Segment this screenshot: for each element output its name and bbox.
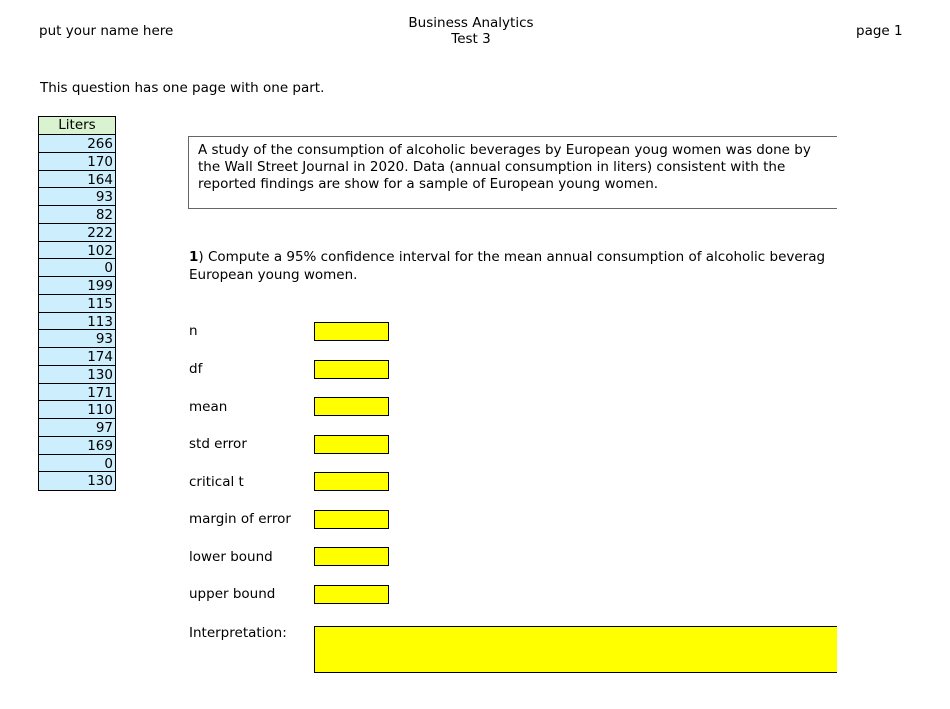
answer-n-input[interactable] bbox=[314, 322, 389, 341]
label-mean: mean bbox=[189, 399, 228, 415]
table-cell[interactable]: 93 bbox=[39, 188, 115, 206]
test-title: Test 3 bbox=[451, 31, 491, 47]
table-cell[interactable]: 222 bbox=[39, 224, 115, 242]
table-cell[interactable]: 115 bbox=[39, 295, 115, 313]
label-std-error: std error bbox=[189, 436, 247, 452]
label-df: df bbox=[189, 361, 203, 377]
answer-upper-bound-input[interactable] bbox=[314, 585, 389, 604]
table-cell[interactable]: 170 bbox=[39, 153, 115, 171]
interpretation-input[interactable] bbox=[314, 626, 837, 673]
answer-margin-of-error-input[interactable] bbox=[314, 510, 389, 529]
name-field[interactable]: put your name here bbox=[39, 23, 174, 39]
table-cell[interactable]: 199 bbox=[39, 277, 115, 295]
table-cell[interactable]: 110 bbox=[39, 401, 115, 419]
question-text-line1: ) Compute a 95% confidence interval for the mean annual consumption of alcoholic beverag bbox=[198, 249, 826, 265]
answer-mean-input[interactable] bbox=[314, 397, 389, 416]
label-lower-bound: lower bound bbox=[189, 549, 273, 565]
document-title bbox=[371, 15, 571, 47]
label-interpretation: Interpretation: bbox=[189, 625, 287, 641]
table-cell[interactable]: 164 bbox=[39, 171, 115, 189]
question-text-line2: European young women. bbox=[189, 267, 358, 283]
table-cell[interactable]: 102 bbox=[39, 242, 115, 260]
page-number: page 1 bbox=[856, 23, 903, 39]
study-description-box: A study of the consumption of alcoholic beverages by European youg women was done by the Wall Street Journal in 2020. Data (annual consumption in liters) consistent with the reported findings are show for a sample of European young women. bbox=[188, 136, 837, 209]
table-cell[interactable]: 113 bbox=[39, 313, 115, 331]
label-margin-of-error: margin of error bbox=[189, 511, 291, 527]
label-critical-t: critical t bbox=[189, 474, 244, 490]
liters-data-table bbox=[38, 116, 116, 491]
table-cell[interactable]: 169 bbox=[39, 437, 115, 455]
table-cell[interactable]: 266 bbox=[39, 135, 115, 153]
table-cell[interactable]: 171 bbox=[39, 384, 115, 402]
intro-text: This question has one page with one part. bbox=[40, 80, 325, 96]
table-cell[interactable]: 0 bbox=[39, 455, 115, 473]
course-title: Business Analytics bbox=[408, 15, 534, 31]
answer-lower-bound-input[interactable] bbox=[314, 547, 389, 566]
table-cell[interactable]: 97 bbox=[39, 419, 115, 437]
table-cell[interactable]: 82 bbox=[39, 206, 115, 224]
table-cell[interactable]: 93 bbox=[39, 330, 115, 348]
question-number: 1 bbox=[189, 249, 199, 265]
table-cell[interactable]: 130 bbox=[39, 472, 115, 490]
answer-critical-t-input[interactable] bbox=[314, 472, 389, 491]
table-header: Liters bbox=[39, 117, 115, 135]
label-n: n bbox=[189, 323, 198, 339]
question-1 bbox=[189, 248, 837, 284]
table-cell[interactable]: 0 bbox=[39, 259, 115, 277]
answer-df-input[interactable] bbox=[314, 360, 389, 379]
answer-std-error-input[interactable] bbox=[314, 435, 389, 454]
table-cell[interactable]: 130 bbox=[39, 366, 115, 384]
label-upper-bound: upper bound bbox=[189, 586, 276, 602]
table-cell[interactable]: 174 bbox=[39, 348, 115, 366]
